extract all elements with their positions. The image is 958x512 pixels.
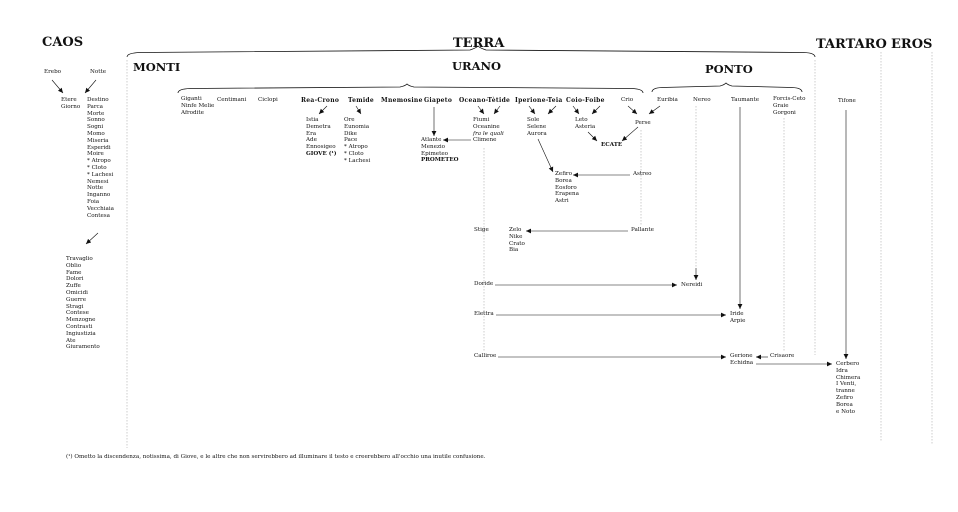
list-item: Contrasti xyxy=(66,323,93,330)
list-item: Fame xyxy=(66,269,82,276)
caos-header: CAOS xyxy=(42,35,84,50)
list-item: Miseria xyxy=(87,137,109,144)
list-item: Eosforo xyxy=(555,184,577,191)
list-item: Ninfe Melie xyxy=(181,102,215,109)
taumante-node: Taumante xyxy=(731,97,760,103)
list-item: * Atropo xyxy=(87,158,111,165)
iride-arpie-list xyxy=(730,311,745,325)
list-item: Astri xyxy=(555,198,569,205)
list-item: Oblio xyxy=(66,262,82,269)
notte-node: Notte xyxy=(90,69,107,75)
list-item: Atlante xyxy=(421,137,442,143)
list-item: Forcis-Ceto xyxy=(773,96,806,102)
list-item: Dolori xyxy=(66,276,84,283)
list-item: Bia xyxy=(509,247,519,254)
crisaore-node: Crisaore xyxy=(770,353,795,359)
footnote: (¹) Ometto la discendenza, notissima, di Giove, e le altre che non servirebbero ad illuminare il testo e creerebbero all'occhio una inutile confusione. xyxy=(66,454,486,460)
euribia-node: Euribia xyxy=(657,97,678,103)
astreo-node: Astreo xyxy=(633,171,652,177)
list-item: Destino xyxy=(87,97,109,103)
pallante-node: Pallante xyxy=(631,227,654,233)
nereidi-node: Nereidi xyxy=(681,282,703,288)
list-item: Zelo xyxy=(509,227,522,233)
list-item: Fiumi xyxy=(473,117,490,123)
etere-giorno-list xyxy=(61,97,80,111)
list-item: Zefiro xyxy=(836,394,853,401)
list-item: Gerione xyxy=(730,353,753,359)
list-item: Parca xyxy=(87,103,103,110)
list-item: Etere xyxy=(61,97,77,103)
list-item: * Lachesi xyxy=(87,171,114,178)
calliroe-node: Calliroe xyxy=(474,353,497,359)
list-item: Momo xyxy=(87,130,105,137)
rea-crono-children xyxy=(306,117,336,158)
list-item: Ate xyxy=(66,337,76,344)
list-item: Idra xyxy=(836,367,848,374)
crio-node: Crio xyxy=(621,97,634,103)
fra-le-quali-note: fra le quali xyxy=(473,130,504,137)
list-item: Guerre xyxy=(66,296,87,303)
giove-node: GIOVE (¹) xyxy=(306,150,337,157)
astreo-children xyxy=(555,171,579,205)
erebo-node: Erebo xyxy=(44,69,62,75)
giapeto-children xyxy=(421,137,458,164)
list-item: * Cloto xyxy=(87,164,107,171)
list-item: Demetra xyxy=(306,123,331,130)
list-item: Epimeteo xyxy=(421,150,448,157)
list-item: Giganti xyxy=(181,96,202,102)
list-item: * Cloto xyxy=(344,150,364,157)
ponto-header: PONTO xyxy=(705,62,753,76)
list-item: Contesa xyxy=(87,212,111,219)
list-item: Moire xyxy=(87,151,104,158)
list-item: Contese xyxy=(66,310,89,317)
list-item: Notte xyxy=(87,185,104,192)
list-item: tranne xyxy=(836,388,855,395)
centimani-node: Centimani xyxy=(217,97,247,103)
climene-node: Climene xyxy=(473,137,497,144)
list-item: Dike xyxy=(344,130,357,137)
iperione-children xyxy=(527,117,547,137)
list-item: Ennosigeo xyxy=(306,144,336,151)
list-item: Echidna xyxy=(730,359,754,366)
elettra-node: Elettra xyxy=(474,311,494,317)
list-item: Ore xyxy=(344,117,355,123)
tartaro-header: TARTARO xyxy=(816,37,887,52)
forcis-ceto-list xyxy=(773,96,806,116)
terra-header: TERRA xyxy=(453,36,505,51)
list-item: Stragi xyxy=(66,303,84,310)
list-item: Giorno xyxy=(61,103,81,110)
list-item: Nemesi xyxy=(87,178,109,185)
contesa-children-list xyxy=(66,256,100,351)
giapeto-node: Giapeto xyxy=(424,97,453,104)
list-item: Borea xyxy=(836,401,853,408)
perse-node: Perse xyxy=(635,120,651,126)
list-item: Pace xyxy=(344,137,358,144)
list-item: Eunomia xyxy=(344,123,370,130)
list-item: Leto xyxy=(575,117,588,123)
doride-node: Doride xyxy=(474,281,494,287)
mnemosine-node: Mnemosine xyxy=(381,97,423,104)
list-item: Esperidi xyxy=(87,144,111,151)
list-item: Cerbero xyxy=(836,361,860,367)
list-item: Graie xyxy=(773,102,789,109)
prometeo-node: PROMETEO xyxy=(421,157,459,164)
stige-node: Stige xyxy=(474,227,489,233)
nereo-node: Nereo xyxy=(693,97,711,103)
list-item: Ade xyxy=(306,137,317,144)
monti-header: MONTI xyxy=(133,60,181,74)
pallante-children xyxy=(509,227,525,254)
list-item: Gorgoni xyxy=(773,109,796,116)
list-item: Istia xyxy=(306,117,319,123)
tifone-node: Tifone xyxy=(838,98,856,104)
list-item: Erapena xyxy=(555,191,579,198)
list-item: Arpie xyxy=(730,317,746,324)
coio-foibe-node: Coio-Foibe xyxy=(566,97,605,104)
list-item: Morte xyxy=(87,110,105,117)
notte-children-list xyxy=(87,97,114,219)
eros-header: EROS xyxy=(891,37,933,52)
list-item: Inganno xyxy=(87,192,111,199)
ciclopi-node: Ciclopi xyxy=(258,97,278,103)
list-item: Menezio xyxy=(421,143,446,150)
rea-crono-node: Rea-Crono xyxy=(301,97,340,104)
oceano-tetide-node: Oceano-Tètide xyxy=(459,97,511,104)
list-item: Zefiro xyxy=(555,171,572,177)
list-item: Omicidi xyxy=(66,289,88,296)
list-item: Era xyxy=(306,130,317,137)
iperione-teia-node: Iperione-Teia xyxy=(515,97,563,104)
list-item: e Noto xyxy=(836,408,855,415)
list-item: Borea xyxy=(555,177,572,184)
tifone-children xyxy=(836,361,860,415)
temide-node: Temide xyxy=(348,97,375,104)
list-item: Foia xyxy=(87,198,100,205)
gerione-echidna-list xyxy=(730,353,753,367)
list-item: Sogni xyxy=(87,124,104,131)
list-item: Aurora xyxy=(527,130,547,137)
list-item: Zuffe xyxy=(66,283,81,290)
list-item: Menzogne xyxy=(66,317,96,324)
list-item: Oceanine xyxy=(473,123,500,130)
urano-header: URANO xyxy=(452,59,502,73)
list-item: Selene xyxy=(527,123,547,130)
temide-children xyxy=(344,117,370,165)
list-item: Vecchiaia xyxy=(87,205,114,212)
list-item: Giuramento xyxy=(66,344,100,351)
list-item: Travaglio xyxy=(66,256,93,262)
list-item: Crato xyxy=(509,240,525,247)
list-item: Iride xyxy=(730,311,744,317)
list-item: Afrodite xyxy=(181,109,204,116)
list-item: Sonno xyxy=(87,117,105,124)
list-item: * Atropo xyxy=(344,144,368,151)
giganti-list xyxy=(181,96,214,116)
list-item: Nike xyxy=(509,233,523,240)
oceano-children xyxy=(473,117,504,144)
coio-children xyxy=(575,117,595,131)
ecate-node: ECATE xyxy=(601,142,623,148)
list-item: Asteria xyxy=(575,123,596,130)
list-item: Sole xyxy=(527,117,540,123)
list-item: I Venti, xyxy=(836,381,857,388)
list-item: Chimera xyxy=(836,374,861,381)
list-item: Ingiustizia xyxy=(66,330,96,337)
list-item: * Lachesi xyxy=(344,157,371,164)
